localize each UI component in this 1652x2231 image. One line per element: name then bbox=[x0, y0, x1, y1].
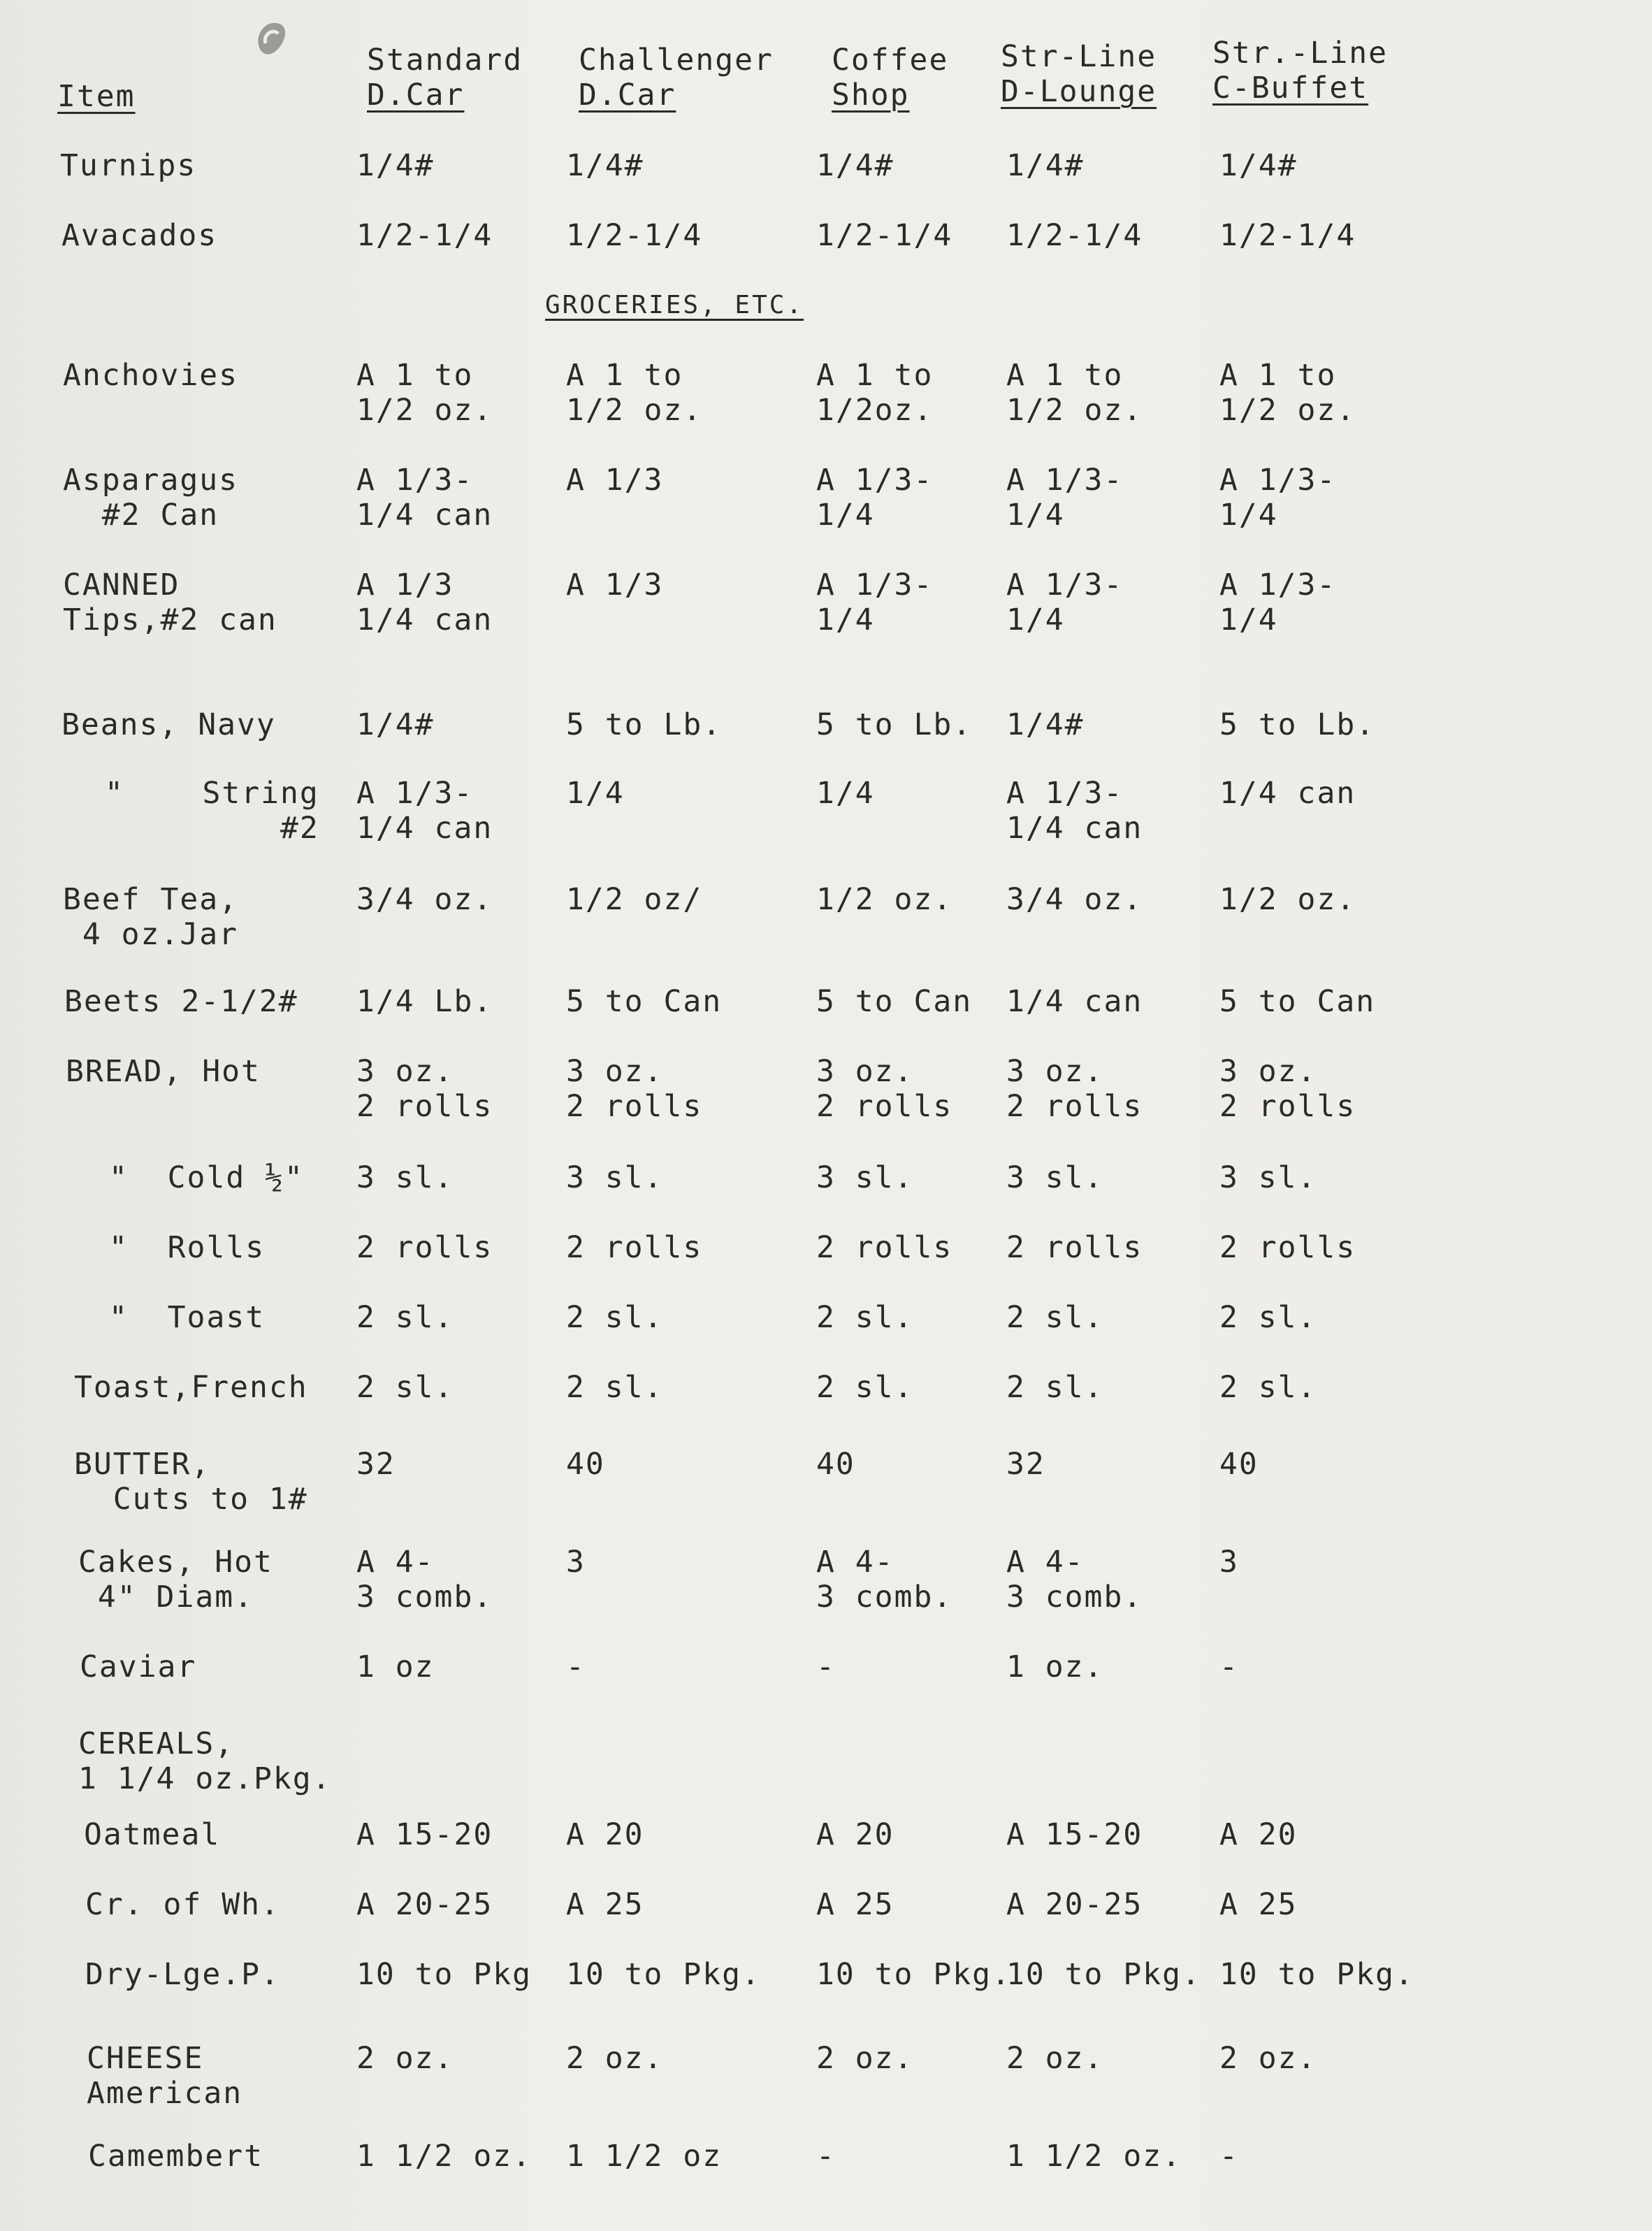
row-cell-value: A 20 bbox=[816, 1817, 894, 1852]
row-cell-value: 10 to Pkg. bbox=[1006, 1957, 1201, 1992]
col-header-standard-line1: Standard bbox=[367, 43, 523, 78]
section-title: GROCERIES, ETC. bbox=[545, 291, 804, 319]
row-cell-value: 1 1/2 oz. bbox=[356, 2139, 532, 2174]
row-cell-value: 2 sl. bbox=[566, 1300, 664, 1335]
row-cell-value: A 1/3 bbox=[566, 463, 664, 498]
row-cell-value: 10 to Pkg. bbox=[1219, 1957, 1414, 1992]
row-item-label: Beets 2-1/2# bbox=[64, 984, 298, 1019]
row-cell-value: 1/2-1/4 bbox=[566, 218, 703, 253]
row-item-label: CANNED bbox=[63, 568, 180, 602]
row-cell-value: 2 sl. bbox=[356, 1300, 454, 1335]
row-cell-value: 1/2oz. bbox=[816, 393, 934, 428]
row-cell-value: 1/2-1/4 bbox=[816, 218, 953, 253]
col-header-coffee-line1: Coffee bbox=[832, 43, 949, 78]
row-cell-value: A 15-20 bbox=[356, 1817, 493, 1852]
row-cell-value: 2 sl. bbox=[816, 1370, 914, 1405]
row-cell-value: A 25 bbox=[1219, 1887, 1298, 1922]
row-item-label: Avacados bbox=[61, 218, 218, 253]
row-cell-value: 3 oz. bbox=[566, 1054, 664, 1089]
row-item-label: Asparagus bbox=[63, 463, 238, 498]
row-cell-value: A 1/3- bbox=[1006, 776, 1124, 811]
row-cell-value: A 1/3 bbox=[566, 568, 664, 602]
row-cell-value: A 1/3- bbox=[1219, 463, 1337, 498]
row-cell-value: 5 to Lb. bbox=[566, 707, 723, 742]
row-cell-value: 2 rolls bbox=[1006, 1089, 1143, 1124]
row-cell-value: 2 oz. bbox=[816, 2041, 914, 2076]
row-cell-value: 2 sl. bbox=[816, 1300, 914, 1335]
row-cell-value: 2 oz. bbox=[566, 2041, 664, 2076]
row-cell-value: 32 bbox=[356, 1447, 396, 1482]
row-cell-value: 1/4 can bbox=[356, 602, 493, 637]
row-cell-value: A 1/3 bbox=[356, 568, 454, 602]
row-cell-value: 3 sl. bbox=[566, 1160, 664, 1195]
row-cell-value: 3/4 oz. bbox=[356, 882, 493, 917]
row-cell-value: 3 comb. bbox=[1006, 1580, 1143, 1615]
row-cell-value: 1/4 bbox=[816, 602, 875, 637]
row-cell-value: 1/4 bbox=[816, 776, 875, 811]
row-cell-value: 1/2-1/4 bbox=[1006, 218, 1143, 253]
row-cell-value: 10 to Pkg bbox=[356, 1957, 532, 1992]
row-cell-value: A 1/3- bbox=[356, 776, 474, 811]
item-column-header: Item bbox=[57, 79, 136, 114]
row-item-label: Oatmeal bbox=[84, 1817, 221, 1852]
row-cell-value: 1/2 oz. bbox=[1006, 393, 1143, 428]
row-item-label: Beans, Navy bbox=[61, 707, 276, 742]
row-item-label: BUTTER, bbox=[74, 1447, 211, 1482]
row-cell-value: 1/4 Lb. bbox=[356, 984, 493, 1019]
row-item-label: " String bbox=[105, 776, 319, 811]
row-cell-value: A 20-25 bbox=[356, 1887, 493, 1922]
col-header-challenger-line1: Challenger bbox=[579, 43, 774, 78]
row-cell-value: 2 rolls bbox=[1219, 1230, 1356, 1265]
row-cell-value: 1/4# bbox=[1006, 707, 1085, 742]
row-cell-value: 3 bbox=[1219, 1545, 1239, 1580]
row-cell-value: A 1/3- bbox=[816, 568, 934, 602]
row-cell-value: 3 sl. bbox=[1006, 1160, 1104, 1195]
row-cell-value: 1/4 can bbox=[1006, 811, 1143, 846]
row-cell-value: 1/2-1/4 bbox=[1219, 218, 1356, 253]
row-cell-value: 2 sl. bbox=[566, 1370, 664, 1405]
row-item-label: Anchovies bbox=[63, 358, 238, 393]
row-item-label: Turnips bbox=[60, 148, 197, 183]
row-cell-value: 1/4 bbox=[816, 498, 875, 533]
row-cell-value: A 1 to bbox=[356, 358, 474, 393]
row-cell-value: 1/4 can bbox=[356, 498, 493, 533]
row-cell-value: A 25 bbox=[566, 1887, 644, 1922]
col-header-strline-buffet-line2: C-Buffet bbox=[1212, 71, 1369, 106]
row-cell-value: A 1/3- bbox=[1006, 568, 1124, 602]
row-cell-value: 10 to Pkg. bbox=[816, 1957, 1011, 1992]
row-cell-value: 1/4# bbox=[356, 148, 435, 183]
row-item-label: #2 bbox=[105, 811, 319, 846]
row-cell-value: 32 bbox=[1006, 1447, 1045, 1482]
row-cell-value: 1/4# bbox=[1219, 148, 1298, 183]
row-item-label: Cr. of Wh. bbox=[85, 1887, 280, 1922]
row-cell-value: 2 oz. bbox=[1006, 2041, 1104, 2076]
row-cell-value: 3 bbox=[566, 1545, 586, 1580]
row-cell-value: 1/4 bbox=[1219, 498, 1278, 533]
ink-smudge-mark bbox=[246, 14, 295, 63]
row-cell-value: 3 oz. bbox=[356, 1054, 454, 1089]
row-cell-value: 3 comb. bbox=[816, 1580, 953, 1615]
row-cell-value: - bbox=[566, 1649, 586, 1684]
row-item-label: Dry-Lge.P. bbox=[85, 1957, 280, 1992]
row-item-label: " Toast bbox=[109, 1300, 266, 1335]
col-header-standard-line2: D.Car bbox=[367, 78, 465, 113]
row-cell-value: 2 sl. bbox=[1219, 1300, 1317, 1335]
row-cell-value: 2 rolls bbox=[1219, 1089, 1356, 1124]
row-cell-value: 3 sl. bbox=[1219, 1160, 1317, 1195]
row-cell-value: 10 to Pkg. bbox=[566, 1957, 761, 1992]
row-cell-value: - bbox=[1219, 2139, 1239, 2174]
row-cell-value: 1/4 bbox=[1006, 602, 1065, 637]
row-cell-value: 1/4 can bbox=[1006, 984, 1143, 1019]
row-cell-value: 5 to Lb. bbox=[1219, 707, 1376, 742]
row-item-label: 4 oz.Jar bbox=[63, 917, 238, 952]
row-cell-value: 2 rolls bbox=[356, 1230, 493, 1265]
row-cell-value: 40 bbox=[816, 1447, 855, 1482]
row-cell-value: 3 comb. bbox=[356, 1580, 493, 1615]
row-cell-value: 1/2 oz/ bbox=[566, 882, 703, 917]
row-cell-value: A 1 to bbox=[1219, 358, 1337, 393]
row-cell-value: A 1/3- bbox=[356, 463, 474, 498]
row-cell-value: 2 rolls bbox=[566, 1089, 703, 1124]
row-cell-value: 1/2 oz. bbox=[1219, 393, 1356, 428]
row-cell-value: 1/2 oz. bbox=[1219, 882, 1356, 917]
row-cell-value: 1/2 oz. bbox=[566, 393, 703, 428]
row-cell-value: A 1/3- bbox=[816, 463, 934, 498]
row-cell-value: 3 oz. bbox=[816, 1054, 914, 1089]
row-cell-value: 5 to Can bbox=[566, 984, 723, 1019]
row-cell-value: - bbox=[816, 2139, 836, 2174]
row-cell-value: 1/2 oz. bbox=[816, 882, 953, 917]
row-cell-value: 3 oz. bbox=[1006, 1054, 1104, 1089]
row-cell-value: A 1 to bbox=[566, 358, 683, 393]
row-cell-value: 1/4 can bbox=[356, 811, 493, 846]
row-cell-value: 1/4 bbox=[1006, 498, 1065, 533]
row-cell-value: A 20 bbox=[566, 1817, 644, 1852]
row-cell-value: 2 rolls bbox=[356, 1089, 493, 1124]
row-item-label: #2 Can bbox=[63, 498, 219, 533]
row-cell-value: 1/4# bbox=[1006, 148, 1085, 183]
row-cell-value: A 4- bbox=[816, 1545, 894, 1580]
col-header-challenger-line2: D.Car bbox=[579, 78, 676, 113]
row-item-label: CEREALS, bbox=[78, 1726, 235, 1761]
row-cell-value: 1/4 bbox=[566, 776, 625, 811]
row-cell-value: 2 rolls bbox=[816, 1089, 953, 1124]
row-cell-value: 2 rolls bbox=[1006, 1230, 1143, 1265]
row-item-label: BREAD, Hot bbox=[66, 1054, 261, 1089]
row-cell-value: 2 sl. bbox=[356, 1370, 454, 1405]
row-item-label: American bbox=[87, 2076, 243, 2111]
row-cell-value: 40 bbox=[1219, 1447, 1259, 1482]
row-item-label: Cakes, Hot bbox=[78, 1545, 273, 1580]
row-cell-value: A 1/3- bbox=[1219, 568, 1337, 602]
row-cell-value: A 1/3- bbox=[1006, 463, 1124, 498]
row-cell-value: 3 oz. bbox=[1219, 1054, 1317, 1089]
row-item-label: 4" Diam. bbox=[78, 1580, 254, 1615]
row-cell-value: 2 sl. bbox=[1219, 1370, 1317, 1405]
row-cell-value: - bbox=[1219, 1649, 1239, 1684]
row-item-label: CHEESE bbox=[87, 2041, 204, 2076]
row-cell-value: 3 sl. bbox=[356, 1160, 454, 1195]
row-cell-value: A 20 bbox=[1219, 1817, 1298, 1852]
row-cell-value: 2 oz. bbox=[1219, 2041, 1317, 2076]
row-cell-value: 1 1/2 oz. bbox=[1006, 2139, 1182, 2174]
row-item-label: Tips,#2 can bbox=[63, 602, 277, 637]
row-cell-value: 3/4 oz. bbox=[1006, 882, 1143, 917]
row-cell-value: 40 bbox=[566, 1447, 605, 1482]
row-cell-value: A 1 to bbox=[1006, 358, 1124, 393]
row-cell-value: 5 to Lb. bbox=[816, 707, 973, 742]
row-cell-value: 1/4# bbox=[356, 707, 435, 742]
row-cell-value: 2 oz. bbox=[356, 2041, 454, 2076]
row-cell-value: 1/4 bbox=[1219, 602, 1278, 637]
col-header-strline-buffet-line1: Str.-Line bbox=[1212, 36, 1388, 71]
row-cell-value: 2 sl. bbox=[1006, 1300, 1104, 1335]
row-cell-value: A 15-20 bbox=[1006, 1817, 1143, 1852]
row-cell-value: 1/4# bbox=[566, 148, 644, 183]
col-header-strline-lounge-line1: Str-Line bbox=[1001, 39, 1157, 74]
row-cell-value: 1/4 can bbox=[1219, 776, 1356, 811]
row-cell-value: 1/4# bbox=[816, 148, 894, 183]
row-cell-value: A 4- bbox=[356, 1545, 435, 1580]
row-cell-value: 5 to Can bbox=[816, 984, 973, 1019]
row-cell-value: 1/2-1/4 bbox=[356, 218, 493, 253]
row-cell-value: 2 rolls bbox=[566, 1230, 703, 1265]
row-cell-value: A 25 bbox=[816, 1887, 894, 1922]
col-header-strline-lounge-line2: D-Lounge bbox=[1001, 74, 1157, 109]
row-item-label: Cuts to 1# bbox=[74, 1482, 308, 1517]
row-item-label: Beef Tea, bbox=[63, 882, 238, 917]
row-cell-value: 3 sl. bbox=[816, 1160, 914, 1195]
row-item-label: Toast,French bbox=[74, 1370, 308, 1405]
row-cell-value: 1 oz. bbox=[1006, 1649, 1104, 1684]
row-cell-value: A 1 to bbox=[816, 358, 934, 393]
row-item-label: Camembert bbox=[88, 2139, 263, 2174]
row-item-label: " Rolls bbox=[109, 1230, 266, 1265]
row-cell-value: 5 to Can bbox=[1219, 984, 1376, 1019]
row-cell-value: A 4- bbox=[1006, 1545, 1085, 1580]
row-cell-value: 2 rolls bbox=[816, 1230, 953, 1265]
row-cell-value: 2 sl. bbox=[1006, 1370, 1104, 1405]
row-cell-value: 1 oz bbox=[356, 1649, 435, 1684]
row-cell-value: 1 1/2 oz bbox=[566, 2139, 723, 2174]
row-item-label: " Cold ½" bbox=[109, 1160, 304, 1195]
row-cell-value: - bbox=[816, 1649, 836, 1684]
row-item-label: Caviar bbox=[80, 1649, 197, 1684]
col-header-coffee-line2: Shop bbox=[832, 78, 910, 113]
row-cell-value: A 20-25 bbox=[1006, 1887, 1143, 1922]
row-cell-value: 1/2 oz. bbox=[356, 393, 493, 428]
row-item-label: 1 1/4 oz.Pkg. bbox=[78, 1761, 332, 1796]
